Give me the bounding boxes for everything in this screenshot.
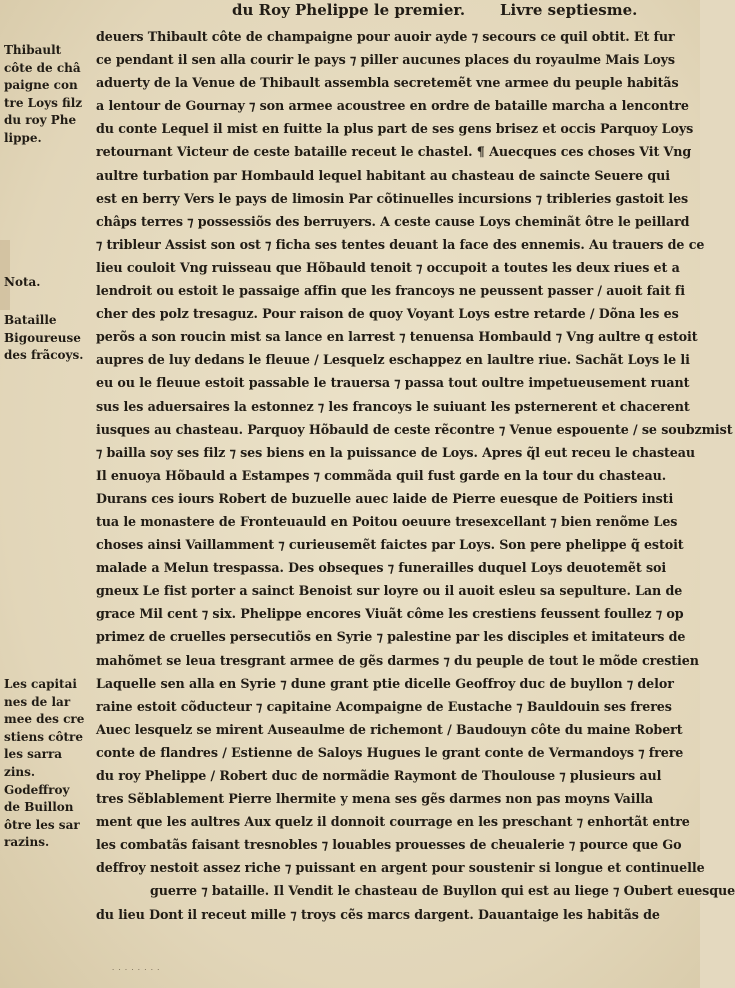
footer-mark: · · · · · · · · [112, 966, 161, 974]
running-head: du Roy Phelippe le premier. [232, 1, 466, 19]
text-line: gneux Le fist porter a sainct Benoist sur loyre ou il auoit esleu sa sepulture. Lan de [96, 583, 683, 599]
text-line: guerre ⁊ bataille. Il Vendit le chasteau de Buyllon qui est au liege ⁊ Oubert euesque [150, 883, 735, 899]
text-line: lendroit ou estoit le passaige affin que les francoys ne peussent passer / auoit fait fi [96, 283, 686, 299]
text-line: mahõmet se leua tresgrant armee de gẽs darmes ⁊ du peuple de tout le mõde crestien [96, 652, 699, 668]
text-line: retournant Victeur de ceste bataille receut le chastel. ¶ Auecques ces choses Vit Vng [96, 144, 692, 160]
text-line: sus les aduersaires la estonnez ⁊ les francoys le suiuant les psternerent et chacerent [96, 398, 690, 414]
text-line: du conte Lequel il mist en fuitte la plus part de ses gens brisez et occis Parquoy Loys [96, 121, 694, 137]
text-line: grace Mil cent ⁊ six. Phelippe encores Viuãt côme les crestiens feussent foullez ⁊ op [96, 606, 684, 622]
text-line: choses ainsi Vaillamment ⁊ curieusemẽt faictes par Loys. Son pere phelippe q̃ estoit [96, 537, 684, 553]
book-label: Livre septiesme. [500, 1, 638, 19]
text-line: cher des polz tresaguz. Pour raison de quoy Voyant Loys estre retarde / Dõna les es [96, 306, 679, 322]
text-line: tua le monastere de Fronteuauld en Poitou oeuure tresexcellant ⁊ bien renõme Les [96, 513, 678, 529]
text-line: deffroy nestoit assez riche ⁊ puissant en argent pour soustenir si longue et continuelle [96, 860, 705, 876]
text-line: a lentour de Gournay ⁊ son armee acoustree en ordre de bataille marcha a lencontre [96, 98, 689, 114]
text-line: primez de cruelles persecutiõs en Syrie ⁊ palestine par les disciples et imitateurs de [96, 629, 686, 645]
margin-note-capitaines: Les capitai nes de lar mee des cre stiens côtre les sarra zins. Godeffroy de Buillon ôtre les sar razins. [4, 677, 85, 850]
text-line: eu ou le fleuue estoit passable le trauersa ⁊ passa tout oultre impetueusement ruant [96, 375, 690, 391]
text-line: iusques au chasteau. Parquoy Hõbauld de ceste rẽcontre ⁊ Venue espouente / se soubzmist [96, 421, 733, 437]
text-line: ⁊ tribleur Assist son ost ⁊ ficha ses tentes deuant la face des ennemis. Au trauers de ce [96, 236, 705, 252]
margin-note-bataille: Bataille Bigoureuse des frãcoys. [4, 313, 84, 363]
text-line: Durans ces iours Robert de buzuelle auec laide de Pierre euesque de Poitiers insti [96, 490, 674, 506]
margin-note-nota: Nota. [4, 275, 41, 289]
text-line: châps terres ⁊ possessiõs des berruyers. A ceste cause Loys cheminãt ôtre le peillard [96, 213, 690, 229]
text-line: du lieu Dont il receut mille ⁊ troys cẽs marcs dargent. Dauantaige les habitãs de [96, 906, 660, 922]
text-line: raine estoit cõducteur ⁊ capitaine Acompaigne de Eustache ⁊ Bauldouin ses freres [96, 698, 672, 714]
text-line: malade a Melun trespassa. Des obseques ⁊ funerailles duquel Loys deuotemẽt soi [96, 560, 667, 576]
text-line: tres Sẽblablement Pierre lhermite y mena ses gẽs darmes non pas moyns Vailla [96, 791, 654, 807]
text-line: Auec lesquelz se mirent Auseaulme de richemont / Baudouyn côte du maine Robert [96, 721, 683, 737]
text-line: deuers Thibault côte de champaigne pour auoir ayde ⁊ secours ce quil obtit. Et fur [96, 29, 675, 44]
text-line: ⁊ bailla soy ses filz ⁊ ses biens en la puissance de Loys. Apres q̃l eut receu le chasteau [96, 444, 695, 460]
text-line: Il enuoya Hõbauld a Estampes ⁊ commãda quil fust garde en la tour du chasteau. [96, 467, 667, 483]
text-line: conte de flandres / Estienne de Saloys Hugues le grant conte de Vermandoys ⁊ frere [96, 744, 684, 760]
text-line: du roy Phelippe / Robert duc de normãdie Raymont de Thoulouse ⁊ plusieurs aul [96, 768, 662, 783]
text-line: lieu couloit Vng ruisseau que Hõbauld tenoit ⁊ occupoit a toutes les deux riues et a [96, 259, 680, 275]
text-line: est en berry Vers le pays de limosin Par cõtinuelles incursions ⁊ tribleries gastoit les [96, 190, 689, 206]
body-text [96, 25, 735, 926]
margin-note-thibault: Thibault côte de châ paigne con tre Loys filz du roy Phe lippe. [4, 43, 83, 145]
text-line: aultre turbation par Hombauld lequel habitant au chasteau de saincte Seuere qui [96, 167, 670, 183]
text-line: ce pendant il sen alla courir le pays ⁊ piller aucunes places du royaulme Mais Loys [96, 52, 675, 68]
text-line: ment que les aultres Aux quelz il donnoit courrage en les preschant ⁊ enhortãt entre [96, 814, 690, 830]
text-line: aupres de luy dedans le fleuue / Lesquelz eschappez en laultre riue. Sachãt Loys le li [96, 352, 690, 368]
text-line: les combatãs faisant tresnobles ⁊ louables prouesses de cheualerie ⁊ pource que Go [96, 837, 682, 853]
text-line: Laquelle sen alla en Syrie ⁊ dune grant ptie dicelle Geoffroy duc de buyllon ⁊ delor [96, 675, 674, 691]
text-line: perõs a son roucin mist sa lance en larrest ⁊ tenuensa Hombauld ⁊ Vng aultre q estoit [96, 329, 698, 345]
text-line: aduerty de la Venue de Thibault assembla secretemẽt vne armee du peuple habitãs [96, 75, 679, 91]
